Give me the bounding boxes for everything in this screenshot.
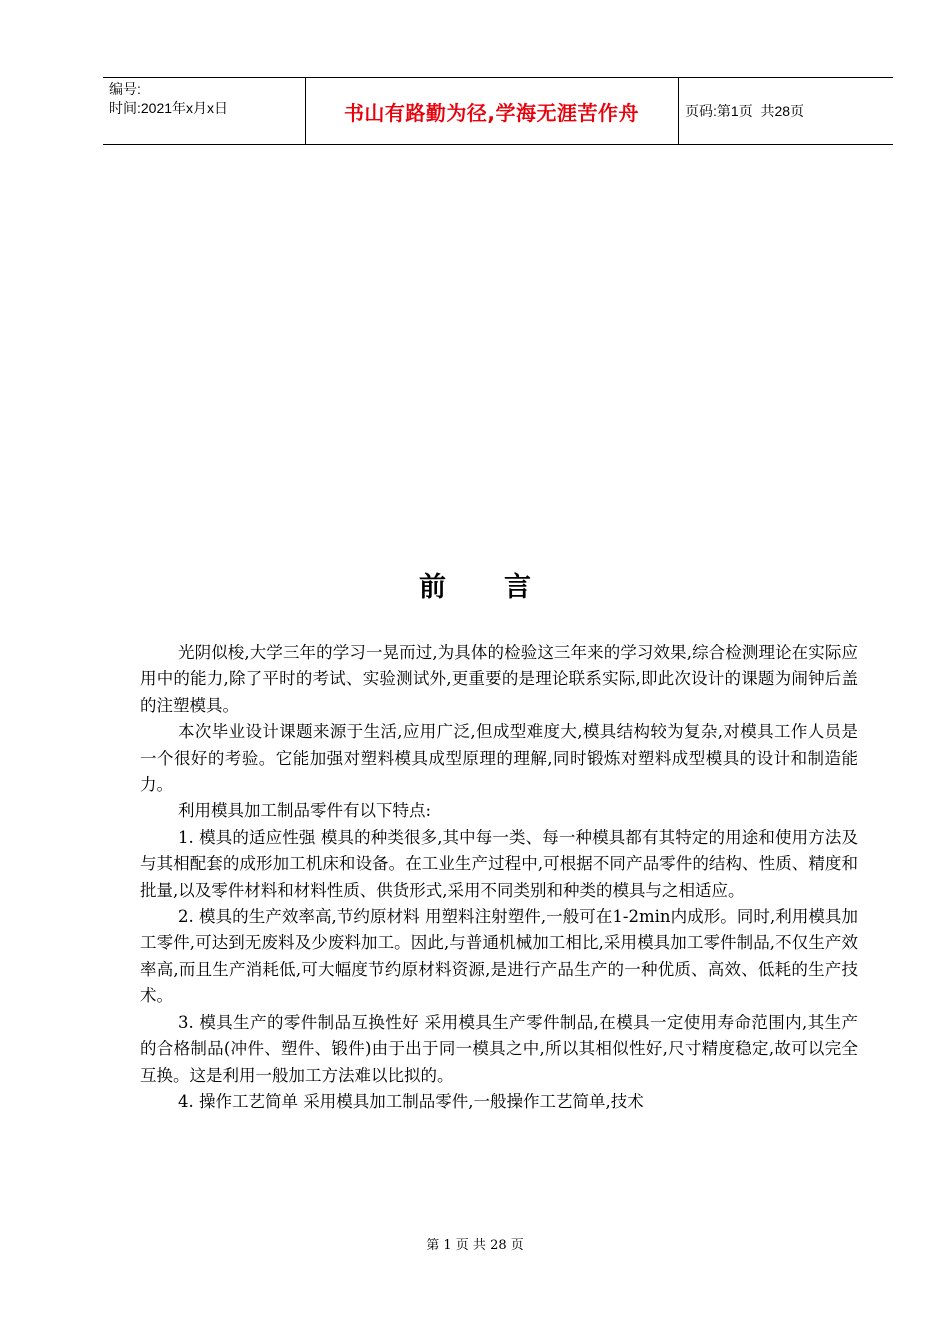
header-page-current: 1 — [730, 103, 739, 119]
header-motto: 书山有路勤为径,学海无涯苦作舟 — [343, 100, 640, 125]
page-footer — [0, 1234, 950, 1253]
header-page-info — [685, 78, 804, 144]
footer-suffix: 页 — [506, 1238, 524, 1253]
footer-page-total: 28 — [490, 1238, 507, 1253]
footer-prefix: 第 — [426, 1238, 444, 1253]
title-char-2: 言 — [504, 572, 531, 603]
page-title — [0, 565, 950, 604]
footer-mid: 页 共 — [451, 1238, 491, 1253]
list-item: 4. 操作工艺简单 采用模具加工制品零件,一般操作工艺简单,技术 — [178, 1091, 644, 1111]
header-meta — [109, 80, 228, 118]
list-item: 3. 模具生产的零件制品互换性好 采用模具生产零件制品,在模具一定使用寿命范围内,其生产的合格制品(冲件、塑件、锻件)由于出于同一模具之中,所以其相似性好,尺寸精度稳定,故可以完全互换。这是利用一般加工方法难以比拟的。 — [140, 1012, 858, 1085]
header-divider-right — [678, 78, 679, 144]
title-char-1: 前 — [419, 572, 446, 603]
list-item: 1. 模具的适应性强 模具的种类很多,其中每一类、每一种模具都有其特定的用途和使用方法及与其相配套的成形加工机床和设备。在工业生产过程中,可根据不同产品零件的结构、性质、精度和批量,以及零件材料和材料性质、供货形式,采用不同类别和种类的模具与之相适应。 — [140, 827, 858, 900]
paragraph: 利用模具加工制品零件有以下特点: — [178, 801, 432, 821]
header-page-mid: 页 共 — [738, 103, 775, 119]
header-page-total: 28 — [774, 103, 791, 119]
footer-page-current: 1 — [443, 1238, 452, 1253]
body-text — [140, 640, 858, 1115]
header-page-prefix: 页码:第 — [685, 103, 731, 119]
paragraph: 本次毕业设计课题来源于生活,应用广泛,但成型难度大,模具结构较为复杂,对模具工作人员是一个很好的考验。它能加强对塑料模具成型原理的理解,同时锻炼对塑料成型模具的设计和制造能力。 — [140, 722, 858, 795]
list-item: 2. 模具的生产效率高,节约原材料 用塑料注射塑件,一般可在1-2min内成形。同时,利用模具加工零件,可达到无废料及少废料加工。因此,与普通机械加工相比,采用模具加工零件制品,不仅生产效率高,而且生产消耗低,可大幅度节约原材料资源,是进行产品生产的一种优质、高效、低耗的生产技术。 — [140, 907, 858, 1006]
page-header — [103, 77, 893, 145]
header-page-suffix: 页 — [790, 103, 805, 119]
header-time-label: 时间:2021年x月x日 — [109, 100, 229, 116]
paragraph: 光阴似梭,大学三年的学习一晃而过,为具体的检验这三年来的学习效果,综合检测理论在实际应用中的能力,除了平时的考试、实验测试外,更重要的是理论联系实际,即此次设计的课题为闹钟后盖的注塑模具。 — [140, 643, 858, 715]
header-number-label: 编号: — [109, 81, 141, 97]
